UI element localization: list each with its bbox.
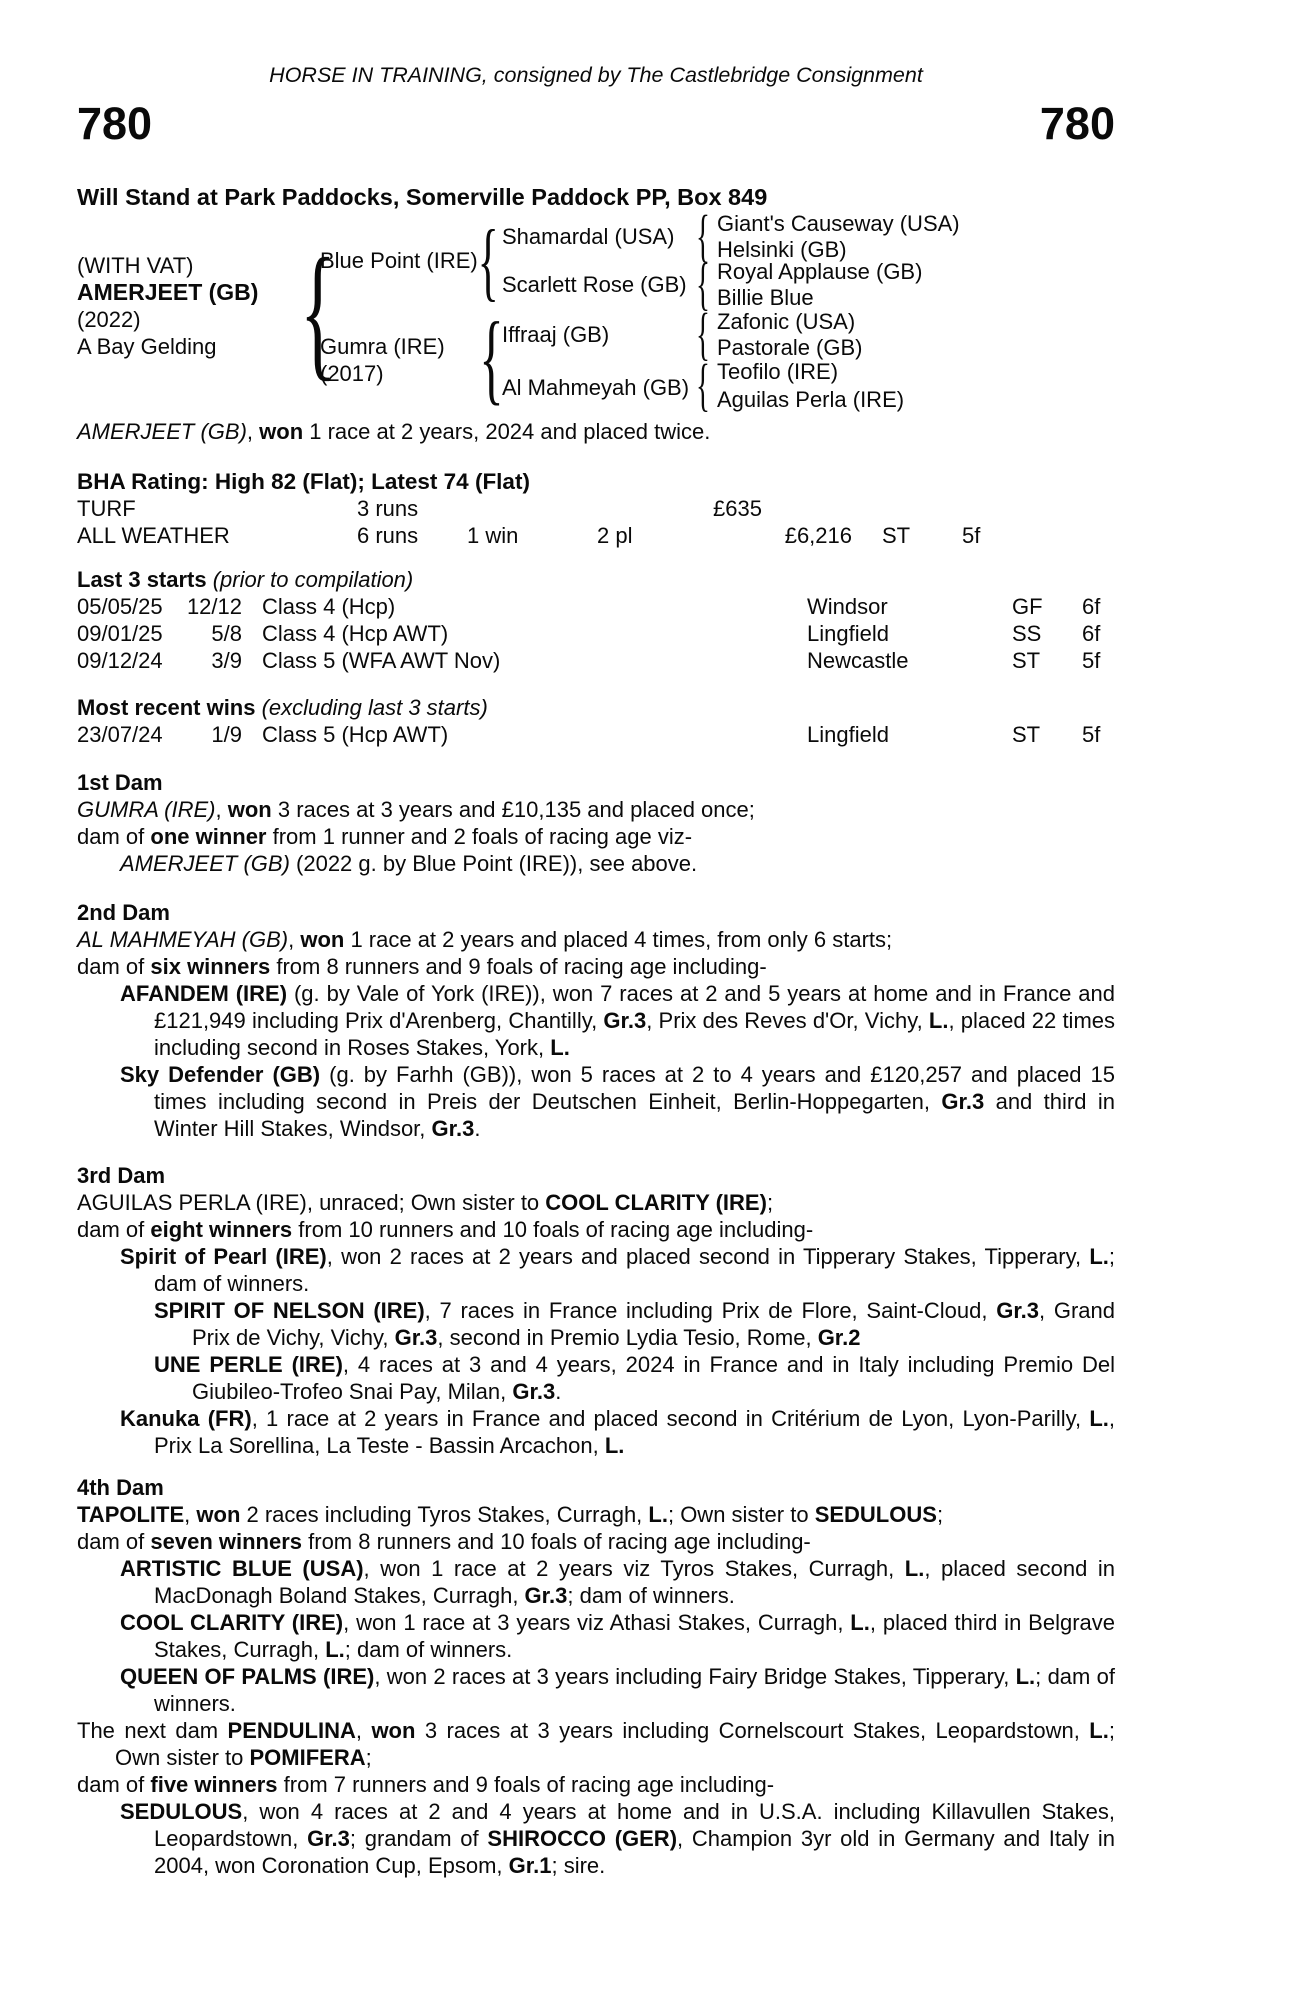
race-going: GF [1012, 594, 1043, 619]
distance-value [852, 495, 937, 522]
dam-paragraph: GUMRA (IRE), won 3 races at 3 years and £10,135 and placed once; [77, 797, 755, 822]
progeny-paragraph: AFANDEM (IRE) (g. by Vale of York (IRE)), won 7 races at 2 and 5 years at home and in France and £121,949 including Prix d'Arenberg, Chantilly, Gr.3, Prix des Reves d'Or, Vichy, L., placed 22 times including second in Roses Stakes, York, L. [120, 981, 1116, 1060]
sire-dam: Scarlett Rose (GB) [502, 272, 687, 297]
race-course: Windsor [807, 594, 888, 619]
foaling-year: (2022) [77, 307, 141, 332]
race-result-row [77, 620, 1115, 647]
race-position: 12/12 [186, 594, 242, 619]
dam-sire: Iffraaj (GB) [502, 322, 610, 347]
dam-paragraph: AGUILAS PERLA (IRE), unraced; Own sister to COOL CLARITY (IRE); [77, 1190, 774, 1215]
dam-paragraph: dam of seven winners from 8 runners and 10 foals of racing age including- [77, 1529, 811, 1554]
race-going: SS [1012, 621, 1042, 646]
race-result-row [77, 593, 1115, 620]
race-course: Lingfield [807, 621, 889, 646]
last3-starts-header [77, 566, 1115, 593]
going-value: ST [882, 523, 911, 548]
surface-label: ALL WEATHER [77, 523, 230, 548]
race-course: Lingfield [807, 722, 889, 747]
earnings-value: £635 [713, 496, 762, 521]
race-distance: 5f [1082, 648, 1101, 673]
surface-label: TURF [77, 496, 136, 521]
recent-wins-header [77, 694, 1115, 721]
bha-rating-line: BHA Rating: High 82 (Flat); Latest 74 (Flat) [77, 469, 530, 494]
dd-dam: Aguilas Perla (IRE) [717, 387, 905, 412]
pedigree-brace [696, 356, 710, 414]
recent-wins-title: Most recent wins [77, 695, 262, 720]
dam-paragraph: TAPOLITE, won 2 races including Tyros Stakes, Curragh, L.; Own sister to SEDULOUS; [77, 1502, 944, 1527]
ds-dam: Pastorale (GB) [717, 335, 863, 360]
lot-number-row [77, 98, 1115, 149]
progeny-paragraph: ARTISTIC BLUE (USA), won 1 race at 2 years viz Tyros Stakes, Curragh, L., placed second in MacDonagh Boland Stakes, Curragh, Gr.3; dam of winners. [120, 1556, 1116, 1608]
race-course: Newcastle [807, 648, 909, 673]
earnings-value: £6,216 [784, 523, 852, 548]
progeny-paragraph: Spirit of Pearl (IRE), won 2 races at 2 years and placed second in Tipperary Stakes, Tipperary, L.; dam of winners. [120, 1244, 1115, 1296]
runs-value: 3 runs [357, 496, 419, 521]
race-class: Class 4 (Hcp) [262, 594, 396, 619]
race-result-row [77, 647, 1115, 674]
sire-sire: Shamardal (USA) [502, 224, 675, 249]
third-dam-heading: 3rd Dam [77, 1163, 166, 1188]
progeny-paragraph: Kanuka (FR), 1 race at 2 years in France and placed second in Critérium de Lyon, Lyon-Parilly, L., Prix La Sorellina, La Teste - Bassin Arcachon, L. [120, 1406, 1116, 1458]
stand-location-line: Will Stand at Park Paddocks, Somerville Paddock PP, Box 849 [77, 184, 768, 210]
wins-value [467, 495, 597, 522]
race-date: 09/12/24 [77, 648, 163, 673]
dam-paragraph: dam of one winner from 1 runner and 2 foals of racing age viz- [77, 824, 693, 849]
race-distance: 6f [1082, 594, 1101, 619]
surface-stats-row [77, 495, 1115, 522]
sd-dam: Billie Blue [717, 285, 814, 310]
race-position: 1/9 [211, 722, 242, 747]
sd-sire: Royal Applause (GB) [717, 259, 923, 284]
consignment-header: HORSE IN TRAINING, consigned by The Castlebridge Consignment [269, 63, 923, 87]
race-class: Class 5 (Hcp AWT) [262, 722, 449, 747]
recent-wins-subtitle: (excluding last 3 starts) [261, 695, 488, 720]
race-class: Class 4 (Hcp AWT) [262, 621, 449, 646]
surface-stats-row [77, 522, 1115, 549]
dam-dam: Al Mahmeyah (GB) [502, 375, 690, 400]
race-date: 23/07/24 [77, 722, 163, 747]
pedigree-brace [479, 308, 503, 410]
progeny-paragraph: AMERJEET (GB) (2022 g. by Blue Point (IRE)), see above. [120, 851, 698, 876]
ds-sire: Zafonic (USA) [717, 309, 856, 334]
distance-value: 5f [962, 523, 981, 548]
last3-subtitle: (prior to compilation) [212, 567, 414, 592]
race-going: ST [1012, 722, 1041, 747]
places-value: 2 pl [597, 523, 633, 548]
dam-paragraph: dam of five winners from 7 runners and 9 foals of racing age including- [77, 1772, 775, 1797]
dam-paragraph: dam of eight winners from 10 runners and 10 foals of racing age including- [77, 1217, 814, 1242]
going-value [762, 495, 852, 522]
first-dam-heading: 1st Dam [77, 770, 163, 795]
dam-year: (2017) [320, 361, 384, 386]
fourth-dam-heading: 4th Dam [77, 1475, 164, 1500]
dam-paragraph: dam of six winners from 8 runners and 9 foals of racing age including- [77, 954, 767, 979]
sire-name: Blue Point (IRE) [320, 248, 478, 273]
ss-dam: Helsinki (GB) [717, 237, 847, 262]
last3-title: Last 3 starts [77, 567, 213, 592]
horse-description: A Bay Gelding [77, 334, 217, 359]
pedigree-table [77, 213, 1115, 418]
race-result-row [77, 721, 1115, 748]
race-date: 05/05/25 [77, 594, 163, 619]
wins-value: 1 win [467, 523, 519, 548]
horse-name: AMERJEET (GB) [77, 279, 259, 305]
race-class: Class 5 (WFA AWT Nov) [262, 648, 501, 673]
dam-paragraph: AL MAHMEYAH (GB), won 1 race at 2 years and placed 4 times, from only 6 starts; [77, 927, 893, 952]
race-date: 09/01/25 [77, 621, 163, 646]
race-distance: 5f [1082, 722, 1101, 747]
second-dam-heading: 2nd Dam [77, 900, 170, 925]
race-distance: 6f [1082, 621, 1101, 646]
next-dam-paragraph: The next dam PENDULINA, won 3 races at 3 years including Cornelscourt Stakes, Leopardstown, L.; Own sister to POMIFERA; [77, 1718, 1115, 1770]
runs-value: 6 runs [357, 523, 419, 548]
progeny-paragraph: SPIRIT OF NELSON (IRE), 7 races in France including Prix de Flore, Saint-Cloud, Gr.3, Grand Prix de Vichy, Vichy, Gr.3, second in Premio Lydia Tesio, Rome, Gr.2 [154, 1298, 1116, 1350]
lot-number-right: 780 [1039, 98, 1115, 149]
race-position: 3/9 [211, 648, 242, 673]
race-position: 5/8 [211, 621, 242, 646]
dd-sire: Teofilo (IRE) [717, 359, 839, 384]
ss-sire: Giant's Causeway (USA) [717, 211, 960, 236]
progeny-paragraph: QUEEN OF PALMS (IRE), won 2 races at 3 years including Fairy Bridge Stakes, Tipperary, L.; dam of winners. [120, 1664, 1116, 1716]
race-summary: AMERJEET (GB), won 1 race at 2 years, 2024 and placed twice. [77, 419, 711, 444]
dam-name: Gumra (IRE) [320, 334, 445, 359]
progeny-paragraph: UNE PERLE (IRE), 4 races at 3 and 4 years, 2024 in France and in Italy including Premio Del Giubileo-Trofeo Snai Pay, Milan, Gr.3. [154, 1352, 1115, 1404]
progeny-paragraph: SEDULOUS, won 4 races at 2 and 4 years at home and in U.S.A. including Killavullen Stakes, Leopardstown, Gr.3; grandam of SHIROCCO (GER), Champion 3yr old in Germany and Italy in 2004, won Coronation Cup, Epsom, Gr.1; sire. [120, 1799, 1115, 1878]
progeny-paragraph: COOL CLARITY (IRE), won 1 race at 3 years viz Athasi Stakes, Curragh, L., placed third in Belgrave Stakes, Curragh, L.; dam of winners. [120, 1610, 1115, 1662]
progeny-paragraph: Sky Defender (GB) (g. by Farhh (GB)), won 5 races at 2 to 4 years and £120,257 and placed 15 times including second in Preis der Deutschen Einheit, Berlin-Hoppegarten, Gr.3 and third in Winter Hill Stakes, Windsor, Gr.3. [120, 1062, 1115, 1141]
lot-number-left: 780 [77, 98, 153, 149]
pedigree-brace [478, 218, 499, 306]
race-going: ST [1012, 648, 1041, 673]
vat-note: (WITH VAT) [77, 253, 194, 278]
